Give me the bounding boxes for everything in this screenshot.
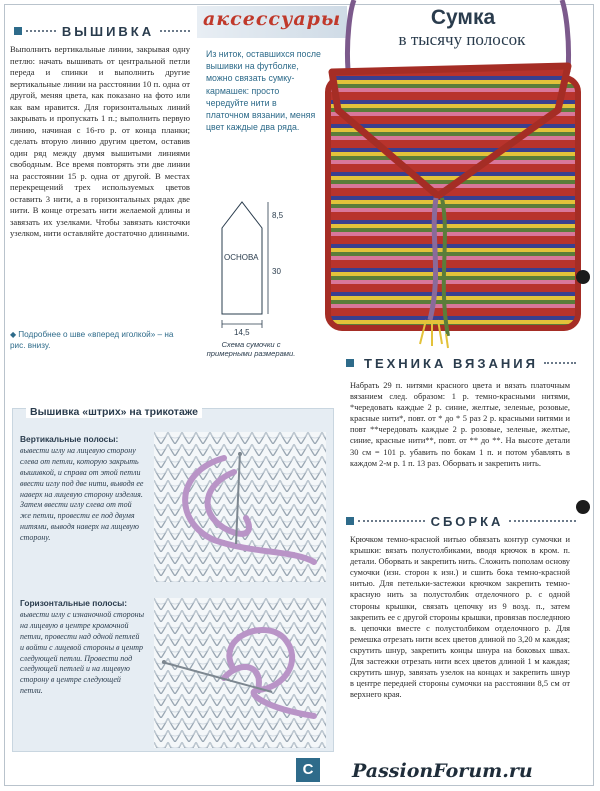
schema-dim-width: 14,5 (234, 328, 250, 337)
technique-text: Набрать 29 п. нитями красного цвета и вязать платочным вязанием след. образом: 1 р. темно-красными нитями, *чередовать каждые 2 р. синие, желтые, зеленые, розовые, красные нити*, повт. от * до * 5 раз 2 р. красными нитями и повт **чередовать каждые 2 р. розовые, зеленые, желтые, синие, красные нити**, повт. от ** до **. На высоте детали 30 см = 101 р. убавить по бокам 1 п. и потом убавлять в каждом 2-м р. 1 п. 13 раз. Оборвать и закрепить нить. (350, 381, 570, 468)
stitch-guide-title: Вышивка «штрих» на трикотаже (26, 406, 202, 418)
header-dotted-line (160, 30, 190, 32)
header-dotted-line (544, 362, 576, 364)
embroidery-section-header (10, 22, 190, 40)
page-title: Сумка (430, 6, 496, 29)
header-dotted-line (509, 520, 576, 522)
header-dotted-line (358, 520, 425, 522)
binder-hole-icon (576, 500, 590, 514)
vertical-stitch-heading: Вертикальные полосы: (20, 434, 119, 444)
vertical-stitch-text: вывести иглу на лицевую сторону слева от петли, которую закрыть вышивкой, и справа от этой петли ввести иглу под две нити, выводя ее наверх на лицевую сторону изделия. Затем ввести иглу слева от той же петли, провести ее под двумя нитями, выводя наверх на лицевую сторону. (20, 445, 144, 543)
intro-text: Из ниток, оставшихся после вышивки на футболке, можно связать сумку-кармашек: просто чередуйте нити в платочном вязании, меняя цвет каждые два ряда. (206, 49, 321, 133)
horizontal-stitch-diagram (154, 598, 326, 748)
binder-hole-icon (576, 270, 590, 284)
striped-bag-photo (318, 0, 582, 350)
horizontal-stitch-heading: Горизонтальные полосы: (20, 598, 128, 608)
technique-section-header (342, 354, 576, 372)
header-square-icon (346, 359, 354, 367)
header-square-icon (14, 27, 22, 35)
embroidery-section-title: ВЫШИВКА (56, 24, 160, 39)
header-square-icon (346, 517, 354, 525)
site-watermark: PassionForum.ru (352, 760, 533, 782)
embroidery-instructions: Выполнить вертикальные линии, закрывая одну петлю: начать вышивать от центральной петли переда и спинки и выполнить другие вертикальные линии на расстоянии 10 п. одна от другой, меняя цвета, как показано на фото или как вам нравится. Для горизонтальных линий закрывать и пропускать 1 п.; выполнить первую линию, начиная с 16-го р. от конца планки; сделать вторую линию другим цветом, оставив один ряд между двумя вышитыми линиями свободным. Все время повторять эти две линии на расстоянии 15 р. одна от другой. В местах перекрещений трех используемых цветов оставить 3 нити, а в горизонтальных рядах две нити. В конце отрезать нити желаемой длины и завязать их узелками. Чтобы завязать кисточки узелком, нити оставляйте достаточно длинными. (10, 44, 190, 238)
schema-dim-height: 30 (272, 267, 281, 276)
schema-caption: Схема сумочки с примерными размерами. (206, 340, 296, 358)
horizontal-stitch-text: вывести иглу с изнаночной стороны на лицевую в центре кромочной петли, провести над одной петлей и войти с лицевой стороны в центр следующей петли. Провести под следующей петлей и на лицевую сторону в центре следующей петли. (20, 609, 144, 696)
tip-text: Подробнее о шве «вперед иголкой» – на рис. внизу. (10, 330, 174, 350)
diamond-bullet-icon: ◆ (10, 330, 17, 339)
header-dotted-line (26, 30, 56, 32)
assembly-section-title: СБОРКА (425, 514, 510, 529)
embroidery-tip (10, 330, 190, 351)
assembly-text: Крючком темно-красной нитью обвязать контур сумочки и крышки: вязать полустолбиками, вводя крючок в кром. п. детали. Оборвать и закрепить нить. Сложить пополам основу сумочки (изн. сторон к изн.) и сшить бока темно-красной нитью. Для петельки-застежки крючком закрепить темно-красную нить за полустолбик отделочного р. с одной стороны крышки, связать цепочку из 9 возд. п., затем закрепить ее с другой стороны крышки, провязав последнюю в. цепочки вместе с полустолбиком отделочного р. Для ремешка отрезать нити всех цветов длиной по 3,20 м каждая; скрутить шнур, закрепить концы шнура на боковых швах. Для застежки отрезать нити всех цветов длиной 1 м каждая; скрутить шнур, завязать узелок на концах и закрепить шнур в центре передней стороны сумочки на расстоянии 8,5 см от верхнего края. (350, 535, 570, 700)
page-letter-badge: С (296, 758, 320, 782)
assembly-section-header (342, 512, 576, 530)
page-subtitle: в тысячу полосок (398, 30, 526, 49)
vertical-stitch-diagram (154, 432, 326, 582)
category-label: аксессуары (203, 8, 342, 30)
vertical-stitch-instructions (20, 434, 144, 544)
schema-dim-top: 8,5 (272, 211, 284, 220)
technique-section-title: ТЕХНИКА ВЯЗАНИЯ (358, 356, 544, 371)
horizontal-stitch-instructions (20, 598, 144, 697)
schema-label: ОСНОВА (224, 253, 259, 262)
